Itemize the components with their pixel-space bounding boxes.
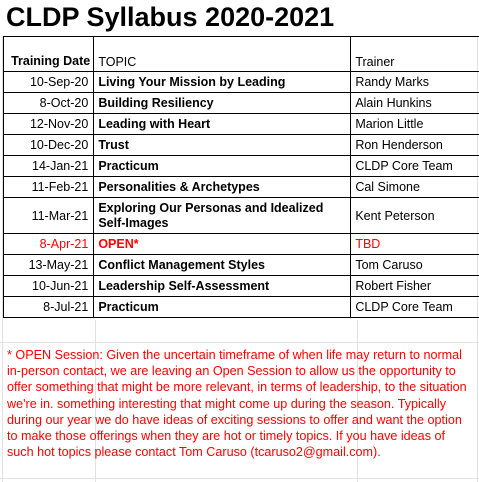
table-header-row <box>4 37 479 72</box>
table-row <box>4 156 479 177</box>
date-cell[interactable]: 10-Dec-20 <box>4 135 94 156</box>
trainer-cell[interactable]: Marion Little <box>351 114 479 135</box>
table-row <box>4 93 479 114</box>
topic-cell[interactable]: Exploring Our Personas and Idealized Self-Images <box>94 198 351 234</box>
header-trainer[interactable]: Trainer <box>351 37 479 72</box>
table-row <box>4 72 479 93</box>
date-cell[interactable]: 11-Feb-21 <box>4 177 94 198</box>
date-cell[interactable]: 8-Jul-21 <box>4 297 94 318</box>
sheet-gridline <box>0 342 479 343</box>
topic-cell[interactable]: Trust <box>94 135 351 156</box>
trainer-cell[interactable]: Ron Henderson <box>351 135 479 156</box>
topic-cell[interactable]: Leadership Self-Assessment <box>94 276 351 297</box>
table-row <box>4 114 479 135</box>
trainer-cell[interactable]: Robert Fisher <box>351 276 479 297</box>
syllabus-table <box>3 36 479 318</box>
date-cell[interactable]: 8-Apr-21 <box>4 234 94 255</box>
table-row <box>4 255 479 276</box>
table-row <box>4 135 479 156</box>
date-cell[interactable]: 10-Jun-21 <box>4 276 94 297</box>
date-cell[interactable]: 14-Jan-21 <box>4 156 94 177</box>
trainer-cell[interactable]: Kent Peterson <box>351 198 479 234</box>
trainer-cell[interactable]: Alain Hunkins <box>351 93 479 114</box>
topic-cell[interactable]: Practicum <box>94 297 351 318</box>
trainer-cell[interactable]: TBD <box>351 234 479 255</box>
table-row <box>4 276 479 297</box>
header-topic[interactable]: TOPIC <box>94 37 351 72</box>
table-row <box>4 198 479 234</box>
topic-cell[interactable]: Building Resiliency <box>94 93 351 114</box>
table-row-open <box>4 234 479 255</box>
topic-cell[interactable]: Living Your Mission by Leading <box>94 72 351 93</box>
trainer-cell[interactable]: Tom Caruso <box>351 255 479 276</box>
topic-cell[interactable]: Practicum <box>94 156 351 177</box>
date-cell[interactable]: 13-May-21 <box>4 255 94 276</box>
open-session-note[interactable]: * OPEN Session: Given the uncertain timeframe of when life may return to normal in-person contact, we are leaving an Open Session to allow us the opportunity to offer something that might be more relevant, in terms of leadership, to the situation we're in. something interesting that might come up during the season. Typically during our year we do have ideas of exciting sessions to offer and want the option to make those offerings when they are hot or timely topics. If you have ideas of such hot topics please contact Tom Caruso (tcaruso2@gmail.com). <box>7 348 467 460</box>
trainer-cell[interactable]: CLDP Core Team <box>351 156 479 177</box>
topic-cell[interactable]: Personalities & Archetypes <box>94 177 351 198</box>
trainer-cell[interactable]: CLDP Core Team <box>351 297 479 318</box>
topic-cell[interactable]: Leading with Heart <box>94 114 351 135</box>
page-title: CLDP Syllabus 2020-2021 <box>6 2 335 32</box>
table-row <box>4 177 479 198</box>
date-cell[interactable]: 11-Mar-21 <box>4 198 94 234</box>
header-training-date[interactable]: Training Date <box>4 37 94 72</box>
sheet-gridline <box>0 478 479 479</box>
date-cell[interactable]: 12-Nov-20 <box>4 114 94 135</box>
topic-cell[interactable]: Conflict Management Styles <box>94 255 351 276</box>
topic-cell[interactable]: OPEN* <box>94 234 351 255</box>
date-cell[interactable]: 10-Sep-20 <box>4 72 94 93</box>
table-row <box>4 297 479 318</box>
date-cell[interactable]: 8-Oct-20 <box>4 93 94 114</box>
trainer-cell[interactable]: Cal Simone <box>351 177 479 198</box>
trainer-cell[interactable]: Randy Marks <box>351 72 479 93</box>
